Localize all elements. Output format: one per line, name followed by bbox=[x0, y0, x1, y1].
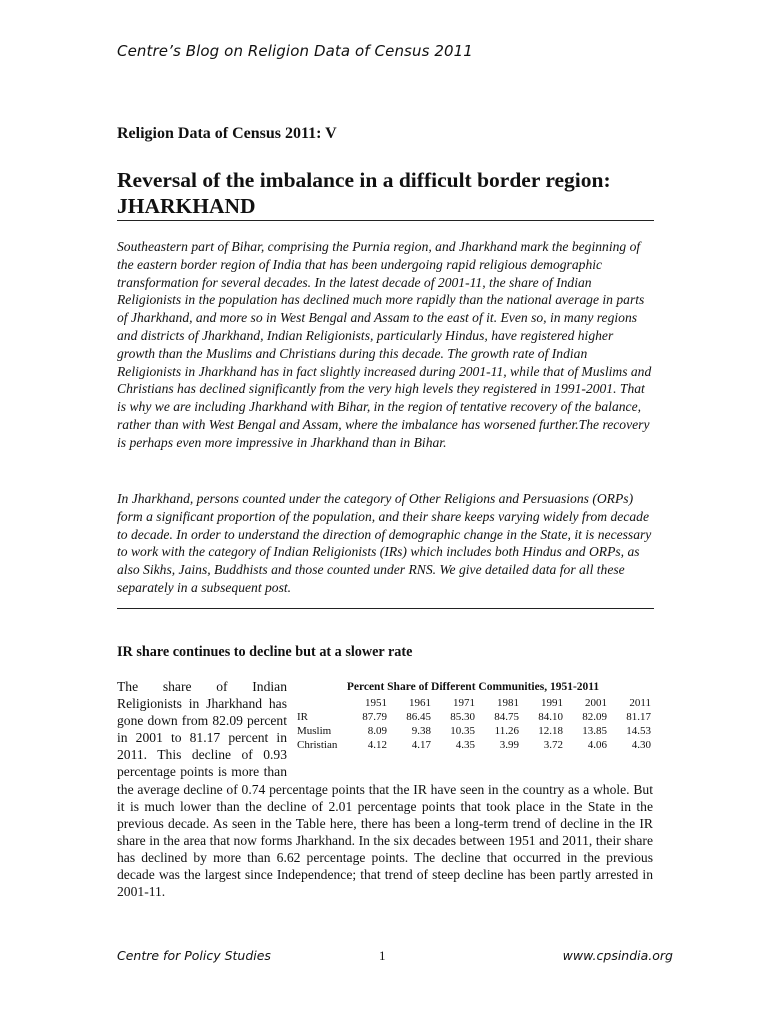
section-heading: IR share continues to decline but at a slower rate bbox=[117, 644, 413, 660]
table-cell: 10.35 bbox=[450, 725, 475, 737]
table-cell: 4.17 bbox=[411, 739, 431, 751]
body-paragraph-text: The share of Indian Religionists in Jharkhand has gone down from 82.09 percent in 2001 to 81.17 percent in 2011. This decline of 0.93 percentage points is more than the average decline of 0.74 percentage points that the IR have seen in the country as a whole. But it is much lower than the decline of 2.01 percentage points that took place in the State in the previous decade. As seen in the Table here, there has been a long-term trend of decline in the IR share in the area that now forms Jharkhand. In the six decades between 1951 and 2011, their share has declined by more than 6.62 percentage points. The decline that occurred in the previous decade was the largest since Independence; that trend of steep decline has been partly arrested in 2001-11. bbox=[117, 679, 653, 900]
table-header-row bbox=[293, 696, 653, 710]
table-cell: 4.12 bbox=[367, 739, 387, 751]
table-cell: 86.45 bbox=[406, 711, 431, 723]
year-header: 2001 bbox=[585, 697, 607, 709]
table-cell: 4.35 bbox=[455, 739, 475, 751]
table-cell: 11.26 bbox=[494, 725, 519, 737]
year-header: 1951 bbox=[365, 697, 387, 709]
abstract-paragraph-2: In Jharkhand, persons counted under the category of Other Religions and Persuasions (ORPs) form a significant proportion of the population, and their share keeps varying widely from decade to decade. In order to understand the direction of demographic change in the State, it is necessary to work with the category of Indian Religionists (IRs) which includes both Hindus and ORPs, as also Sikhs, Jains, Buddhists and those counted under RNS. We give detailed data for all these separately in a subsequent post. bbox=[117, 491, 652, 595]
table-cell: 8.09 bbox=[367, 725, 387, 737]
table-row bbox=[293, 710, 653, 724]
table-cell: 81.17 bbox=[626, 711, 651, 723]
table-cell: 3.72 bbox=[543, 739, 563, 751]
table-cell: 4.06 bbox=[587, 739, 607, 751]
year-header: 1981 bbox=[497, 697, 519, 709]
row-label: Christian bbox=[297, 739, 338, 751]
table-row bbox=[293, 724, 653, 738]
footer-website: www.cpsindia.org bbox=[562, 948, 673, 963]
table-corner-cell bbox=[293, 696, 345, 710]
table-cell: 9.38 bbox=[411, 725, 431, 737]
title-divider bbox=[117, 220, 654, 221]
table-cell: 87.79 bbox=[362, 711, 387, 723]
abstract-divider bbox=[117, 608, 654, 609]
body-paragraph bbox=[117, 678, 653, 900]
table-cell: 84.10 bbox=[538, 711, 563, 723]
community-share-table bbox=[293, 680, 653, 752]
row-label: Muslim bbox=[297, 725, 332, 737]
table-cell: 13.85 bbox=[582, 725, 607, 737]
table-cell: 14.53 bbox=[626, 725, 651, 737]
table-cell: 3.99 bbox=[499, 739, 519, 751]
table-cell: 85.30 bbox=[450, 711, 475, 723]
table-cell: 84.75 bbox=[494, 711, 519, 723]
year-header: 1961 bbox=[409, 697, 431, 709]
row-label: IR bbox=[297, 711, 308, 723]
year-header: 1991 bbox=[541, 697, 563, 709]
table-cell: 82.09 bbox=[582, 711, 607, 723]
page-title: Reversal of the imbalance in a difficult border region: JHARKHAND bbox=[117, 168, 611, 218]
page-number: 1 bbox=[379, 948, 386, 963]
table-cell: 12.18 bbox=[538, 725, 563, 737]
table-row bbox=[293, 738, 653, 752]
year-header: 2011 bbox=[629, 697, 651, 709]
series-title: Religion Data of Census 2011: V bbox=[117, 125, 337, 142]
year-header: 1971 bbox=[453, 697, 475, 709]
table-cell: 4.30 bbox=[631, 739, 651, 751]
share-table-container bbox=[293, 680, 653, 770]
blog-header: Centre’s Blog on Religion Data of Census 2011 bbox=[117, 42, 473, 60]
footer-organization: Centre for Policy Studies bbox=[117, 948, 271, 963]
abstract-paragraph-1: Southeastern part of Bihar, comprising the Purnia region, and Jharkhand mark the beginning of the eastern border region of India that has been undergoing rapid religious demographic transformation for several decades. In the latest decade of 2001-11, the share of Indian Religionists in the population has declined much more rapidly than the national average in parts of Jharkhand, and more so in West Bengal and Assam to the east of it. Even so, in many regions and districts of Jharkhand, Indian Religionists, particularly Hindus, have registered higher growth than the Muslims and Christians during this decade. The growth rate of Indian Religionists in Jharkhand has in fact slightly increased during 2001-11, while that of Muslims and Christians has declined significantly from the very high levels they registered in 1991-2001. That is why we are including Jharkhand with Bihar, in the region of tentative recovery of the balance, rather than with West Bengal and Assam, where the imbalance has worsened further.The recovery is perhaps even more impressive in Jharkhand than in Bihar. bbox=[117, 239, 652, 450]
table-caption: Percent Share of Different Communities, 1951-2011 bbox=[346, 681, 600, 693]
